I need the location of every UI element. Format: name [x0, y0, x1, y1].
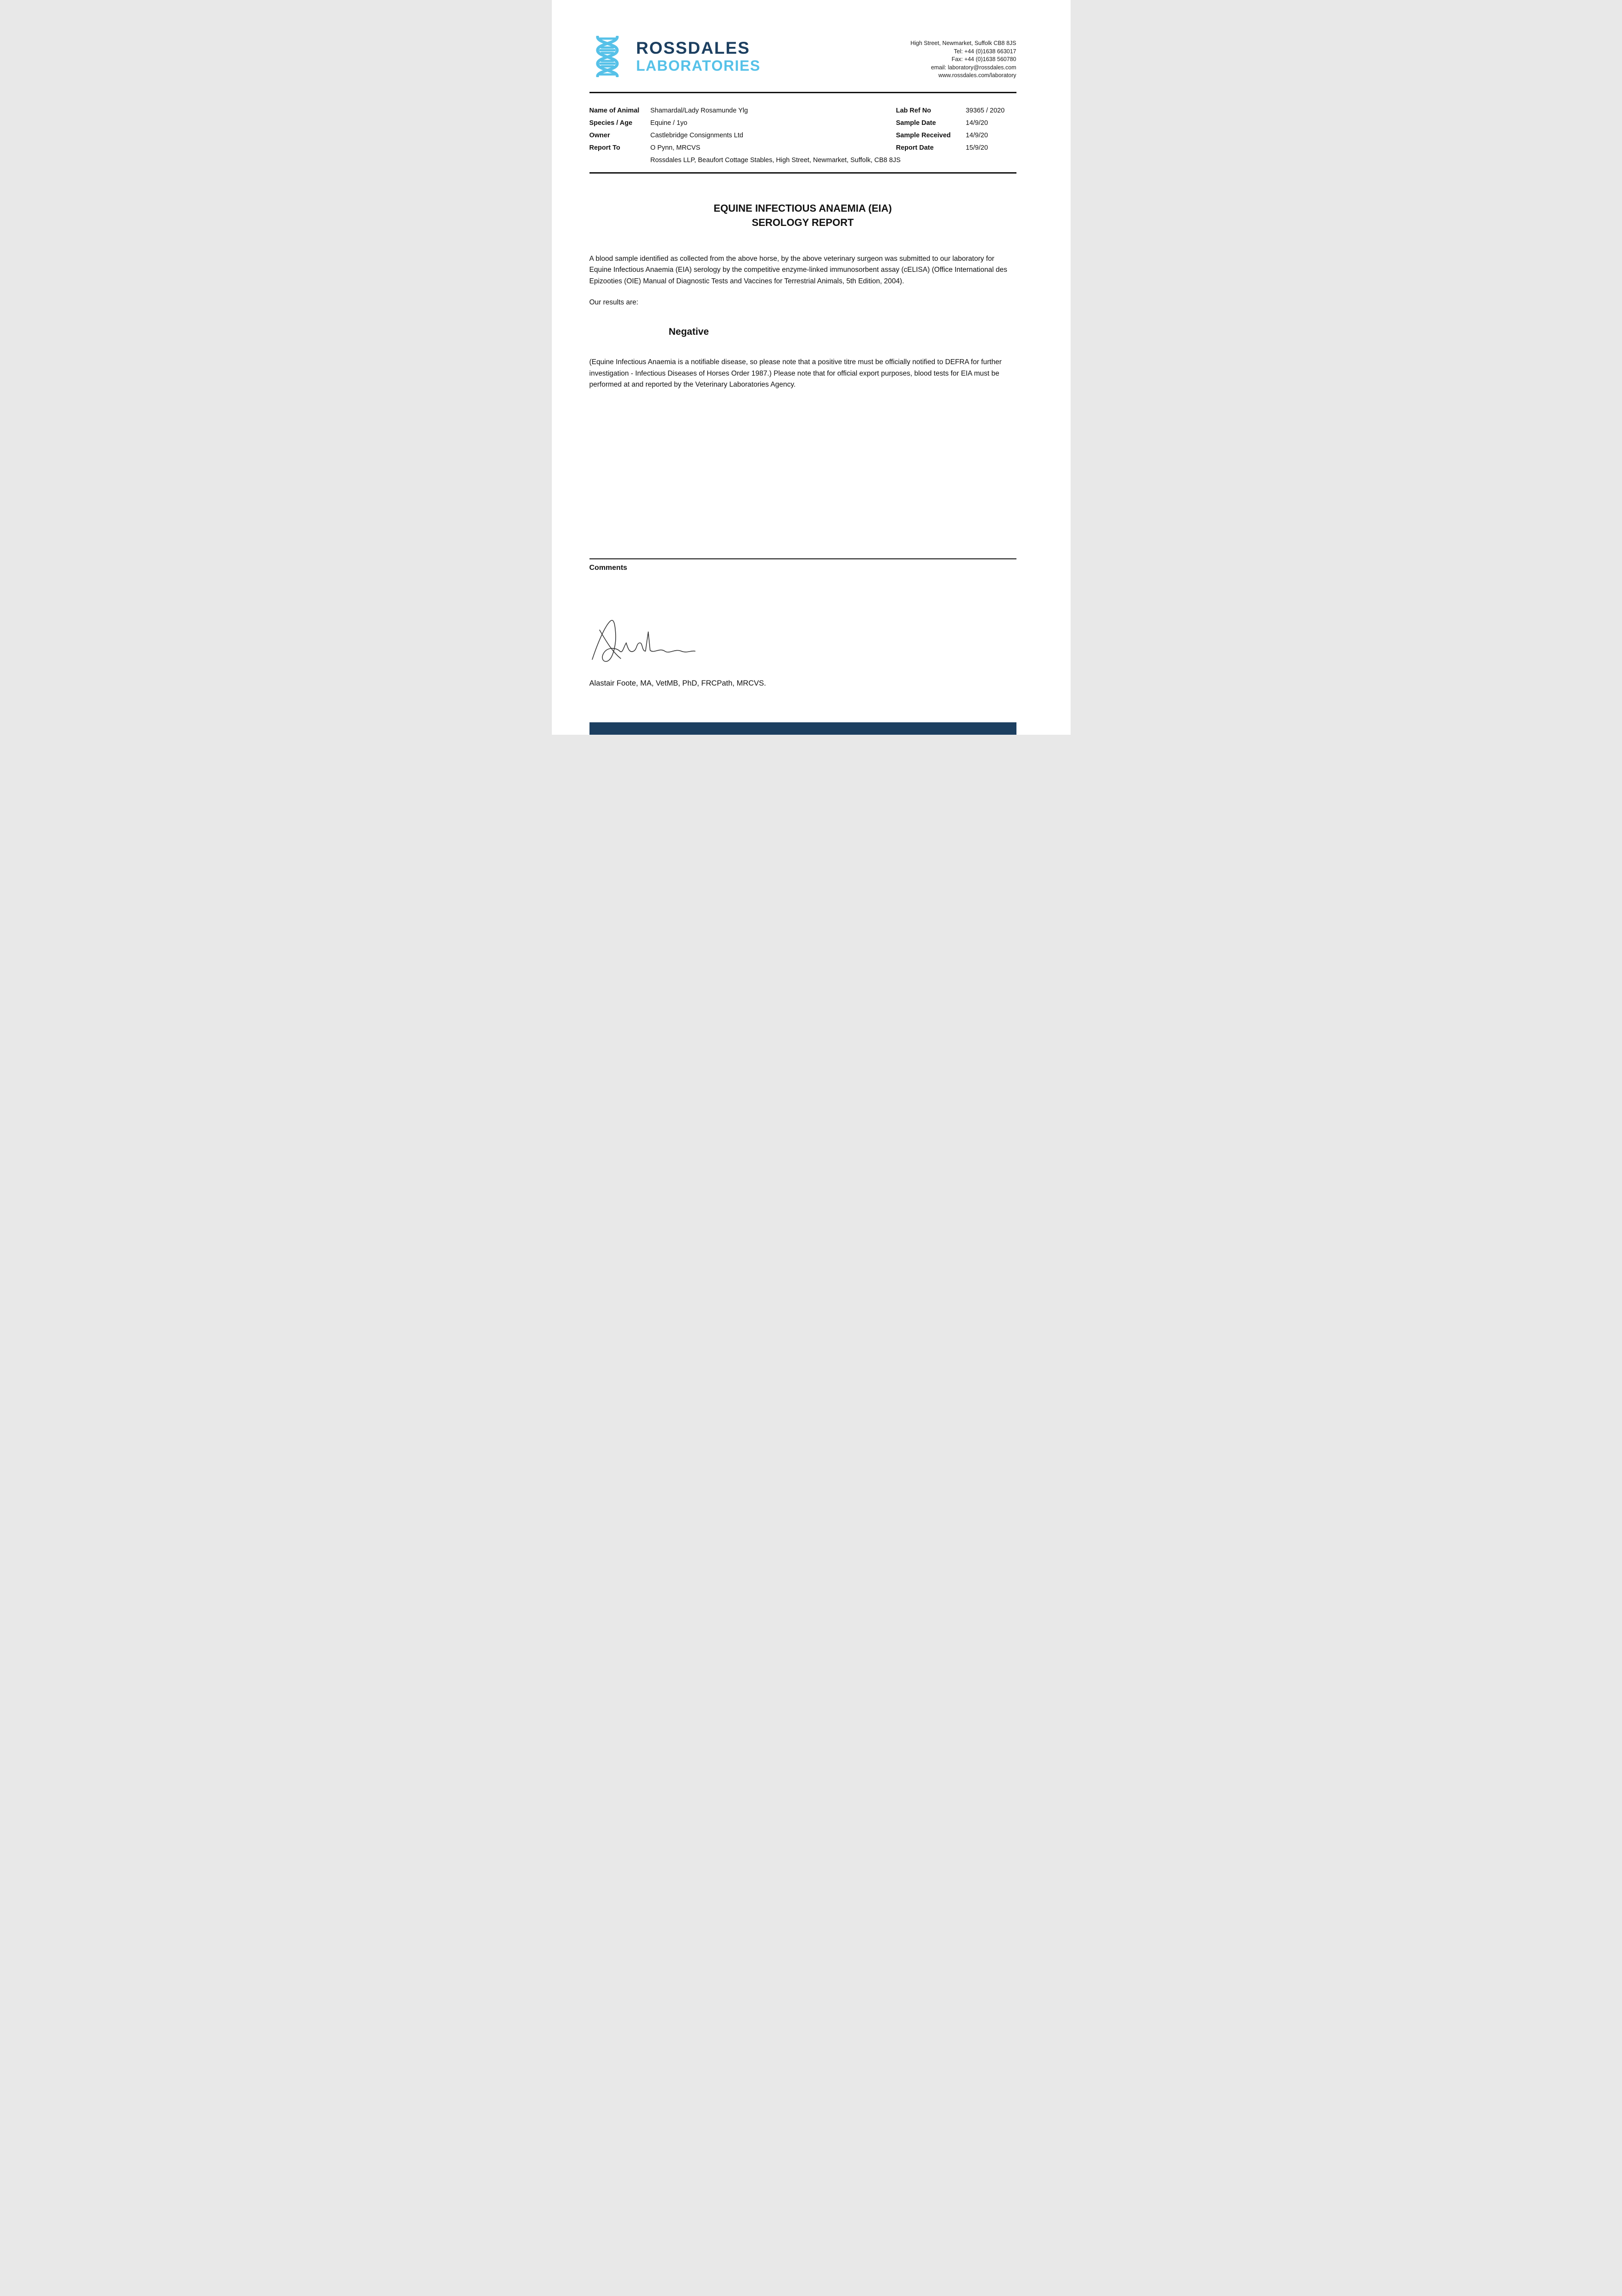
logo-wordmark — [636, 39, 761, 74]
info-value-sample-received: 14/9/20 — [965, 131, 988, 139]
contact-block — [910, 39, 1016, 80]
result-value: Negative — [668, 326, 709, 337]
info-label-sample-date: Sample Date — [896, 119, 936, 127]
title-line-1: EQUINE INFECTIOUS ANAEMIA (EIA) — [713, 202, 892, 214]
info-value-name-of-animal: Shamardal/Lady Rosamunde Ylg — [650, 107, 748, 114]
notifiable-disease-note: (Equine Infectious Anaemia is a notifiable disease, so please note that a positive titre must be officially notified to DEFRA for further investigation - Infectious Diseases of Horses Order 1987.) Please note that for official export purposes, blood tests for EIA must be performed at and reported by the Veterinary Laboratories Agency. — [589, 358, 1002, 388]
info-label-report-to: Report To — [589, 144, 620, 152]
info-label-sample-received: Sample Received — [896, 131, 951, 139]
intro-paragraph: A blood sample identified as collected from the above horse, by the above veterinary surgeon was submitted to our laboratory for Equine Infectious Anaemia (EIA) serology by the competitive enzyme-linked immunosorbent assay (cELISA) (Office International des Epizooties (OIE) Manual of Diagnostic Tests and Vaccines for Terrestrial Animals, 5th Edition, 2004). — [589, 254, 1007, 285]
header — [589, 36, 1016, 80]
contact-fax: Fax: +44 (0)1638 560780 — [951, 56, 1016, 62]
table-row — [589, 107, 1016, 119]
results-label: Our results are: — [589, 298, 639, 306]
info-divider — [589, 172, 1016, 174]
info-value-report-date: 15/9/20 — [965, 144, 988, 152]
logo-line-rossdales: ROSSDALES — [636, 39, 750, 57]
signature — [589, 614, 697, 670]
info-value-owner: Castlebridge Consignments Ltd — [650, 131, 743, 139]
serology-report-page — [552, 0, 1071, 735]
rossdales-logo — [589, 36, 761, 77]
info-value-lab-ref: 39365 / 2020 — [965, 107, 1005, 114]
info-label-report-date: Report Date — [896, 144, 934, 152]
page-title — [589, 201, 1016, 230]
header-divider — [589, 92, 1016, 93]
report-to-address: Rossdales LLP, Beaufort Cottage Stables, High Street, Newmarket, Suffolk, CB8 8JS — [650, 156, 901, 164]
contact-email: email: laboratory@rossdales.com — [931, 64, 1016, 71]
footer-bar — [589, 722, 1016, 735]
info-value-report-to: O Pynn, MRCVS — [650, 144, 701, 152]
info-label-species-age: Species / Age — [589, 119, 633, 127]
table-row — [589, 119, 1016, 132]
contact-website: www.rossdales.com/laboratory — [938, 72, 1016, 79]
info-value-species-age: Equine / 1yo — [650, 119, 688, 127]
info-label-lab-ref: Lab Ref No — [896, 107, 932, 114]
contact-address: High Street, Newmarket, Suffolk CB8 8JS — [910, 40, 1016, 46]
info-label-name-of-animal: Name of Animal — [589, 107, 640, 114]
logo-line-laboratories: LABORATORIES — [636, 57, 761, 74]
contact-tel: Tel: +44 (0)1638 663017 — [954, 48, 1016, 55]
sample-info-table — [589, 107, 1016, 169]
comments-divider — [589, 558, 1016, 560]
signatory-name: Alastair Foote, MA, VetMB, PhD, FRCPath, MRCVS. — [589, 679, 766, 687]
comments-label: Comments — [589, 564, 628, 572]
table-row — [589, 144, 1016, 157]
info-value-sample-date: 14/9/20 — [965, 119, 988, 127]
table-row — [589, 132, 1016, 144]
dna-helix-icon — [589, 36, 625, 77]
info-label-owner: Owner — [589, 131, 610, 139]
title-line-2: SEROLOGY REPORT — [752, 216, 854, 228]
